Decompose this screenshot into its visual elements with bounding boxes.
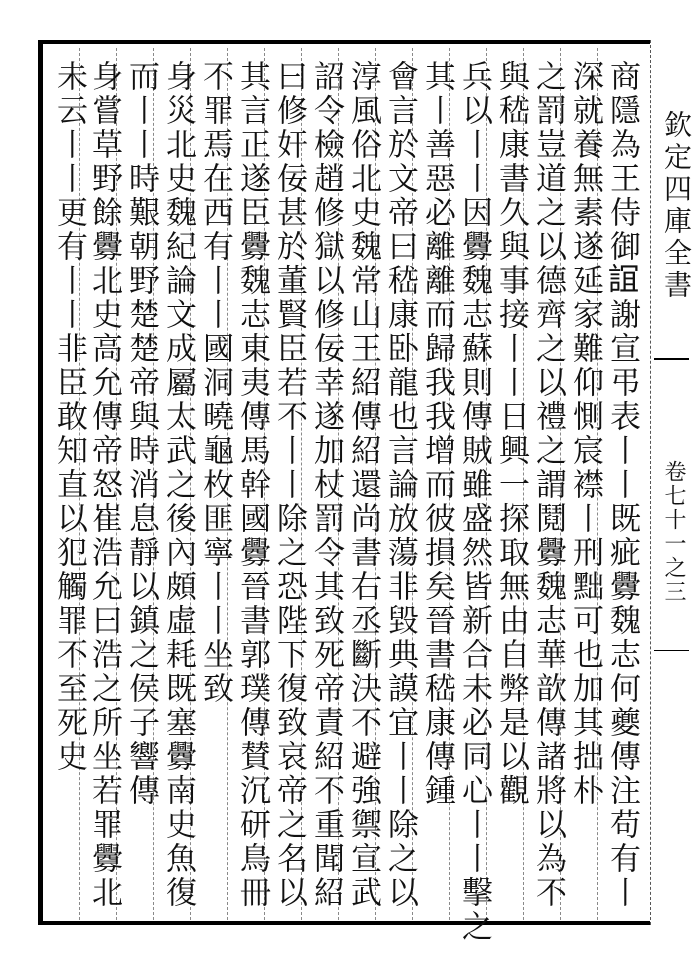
text-column: 詔令檢趙修獄以修佞幸遂加杖罰令其致死帝責紹不重聞紹 — [308, 60, 344, 910]
text-column: 其言正遂臣釁魏志東夷傳馬幹國釁晉書郭璞傳賛沉研鳥冊 — [234, 60, 270, 910]
text-column: 深就養無素遂延家難仰惻宸襟丨刑黜可也加其拙朴 — [567, 60, 603, 808]
text-column: 淳風俗北史魏常山王紹傳紹還尚書右丞斷決不避強禦宣武 — [345, 60, 381, 910]
text-column: 身嘗草野餘釁北史高允傳帝怒崔浩允曰浩之所坐若罪釁北 — [86, 60, 122, 910]
page-edge — [650, 40, 653, 925]
text-column: 未云丨丨更有丨丨非臣敢知直以犯觸罪不至死史 — [51, 60, 87, 774]
text-column: 商隱為王侍御𧨏謝宣弔表丨丨既疵釁魏志何夔傳注苟有丨 — [604, 60, 640, 910]
text-column: 不罪焉在西有丨丨國洞曉龜枚匪寧丨丨坐致 — [197, 60, 233, 706]
text-column: 兵以丨丨因釁魏志蘇則傳賊雖盛然皆新合未必同心丨丨擊之 — [456, 60, 492, 944]
margin-rule — [654, 650, 689, 651]
text-column: 其丨善惡必離離而歸我我增而彼損矣晉書嵇康傳鍾 — [419, 60, 455, 808]
fore-edge-margin — [654, 40, 693, 925]
text-column: 曰修奸佞甚於董賢臣若不丨丨除之恐陛下復致哀帝之名以 — [271, 60, 307, 910]
fishtail-mark — [654, 358, 689, 360]
text-column: 會言於文帝曰嵇康卧龍也言論放蕩非毀典謨宜丨丨除之以 — [382, 60, 418, 910]
text-column: 與嵇康書久與事接丨丨日興一探取無由自弊是以觀 — [493, 60, 529, 808]
text-column: 身災北史魏紀論文成屬太武之後內頗虛耗既塞釁南史魚復 — [160, 60, 196, 910]
text-column: 而丨丨時艱朝野楚楚帝與時消息靜以鎮之侯子響傳 — [123, 60, 159, 808]
book-title: 欽定四庫全書 — [660, 110, 693, 302]
volume-label: 卷七十一之三 — [661, 460, 686, 604]
text-column: 之罰豈道之以德齊之以禮之謂鬩釁魏志華歆傳諸將以為不 — [530, 60, 566, 910]
